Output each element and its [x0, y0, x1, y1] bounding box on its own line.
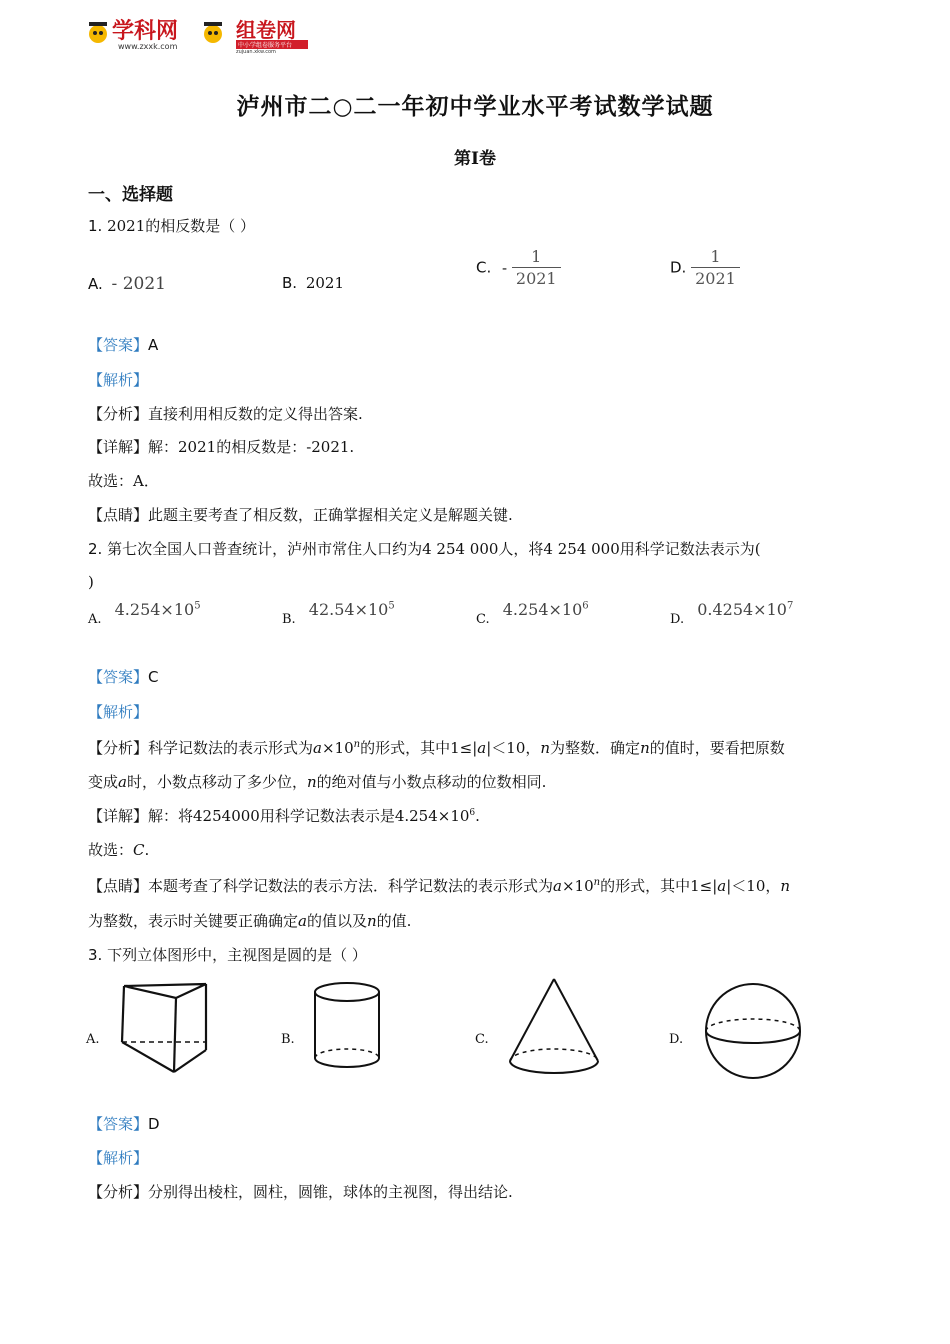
logo1-url: www.zxxk.com [118, 42, 178, 51]
q1-answer: 【答案】A [88, 336, 159, 354]
q3-stem: 3. 下列立体图形中，主视图是圆的是（ ） [88, 946, 367, 964]
page-title: 泸州市二○二一年初中学业水平考试数学试题 [236, 93, 714, 120]
triangular-prism-figure [114, 978, 214, 1080]
cone-figure [504, 975, 604, 1079]
q2-dianjing: 【点睛】本题考查了科学记数法的表示方法．科学记数法的表示形式为$a\times 10^n$的形式，其中1≤|a|＜10，n [88, 877, 791, 895]
logo2-url: zujuan.xkw.com [236, 49, 276, 55]
cylinder-figure [309, 978, 385, 1074]
q3-jiexi: 【解析】 [88, 1149, 149, 1167]
q3-option-c-label: C. [475, 1032, 489, 1047]
q1-dianjing: 【点睛】此题主要考查了相反数，正确掌握相关定义是解题关键. [88, 506, 513, 524]
q2-fenxi-line2: 变成a时，小数点移动了多少位，n的绝对值与小数点移动的位数相同. [88, 773, 547, 791]
q3-option-b-label: B. [281, 1032, 295, 1047]
logo2-badge: 中小学组卷服务平台 [238, 42, 293, 49]
q2-dianjing-line2: 为整数，表示时关键要正确确定a的值以及n的值. [88, 912, 412, 930]
q1-stem: 1. 2021的相反数是（ ） [88, 217, 256, 235]
q1-guxuan: 故选：A． [88, 472, 159, 490]
section-heading: 一、选择题 [88, 185, 173, 205]
page-subtitle: 第Ⅰ卷 [454, 149, 496, 169]
q2-option-a: A. $4.254\times 10^5$ [88, 600, 201, 627]
q3-fenxi: 【分析】分别得出棱柱，圆柱，圆锥，球体的主视图，得出结论. [88, 1183, 513, 1201]
q2-option-b: B. $42.54\times 10^5$ [282, 600, 395, 627]
q1-option-a: A. - 2021 [88, 274, 166, 294]
q2-stem: 2. 第七次全国人口普查统计，泸州市常住人口约为4 254 000人，将4 254 000用科学记数法表示为( [88, 540, 761, 558]
q2-option-c: C. $4.254\times 10^6$ [476, 600, 589, 627]
q1-fenxi: 【分析】直接利用相反数的定义得出答案. [88, 405, 363, 423]
fraction: $\frac{1}{2021}$ [691, 247, 740, 290]
q2-stem-cont: ) [88, 573, 94, 591]
q2-jiexi: 【解析】 [88, 703, 149, 721]
q3-option-a-label: A. [86, 1032, 100, 1047]
q1-xiangjie: 【详解】解：2021的相反数是：-2021. [88, 438, 355, 456]
header-logo [86, 12, 311, 54]
q3-option-d-label: D. [669, 1032, 684, 1047]
q1-option-b: B. 2021 [282, 274, 345, 292]
q2-xiangjie: 【详解】解：将4254000用科学记数法表示是$4.254\times 10^6$. [88, 807, 480, 825]
q2-answer: 【答案】C [88, 668, 159, 686]
logo2-name: 组卷网 [236, 18, 296, 42]
sphere-figure [702, 980, 804, 1082]
q2-option-d: D. $0.4254\times 10^7$ [670, 600, 794, 627]
q2-fenxi: 【分析】科学记数法的表示形式为$a\times 10^n$的形式，其中1≤|a|＜10，n为整数．确定n的值时，要看把原数 [88, 739, 785, 757]
q3-answer: 【答案】D [88, 1115, 160, 1133]
q1-jiexi: 【解析】 [88, 371, 149, 389]
logo1-name: 学科网 [112, 19, 179, 44]
q1-option-d: D. $\frac{1}{2021}$ [670, 247, 740, 290]
fraction: $\frac{1}{2021}$ [512, 247, 561, 290]
q2-guxuan: 故选：C. [88, 841, 150, 859]
q1-option-c: C. - $\frac{1}{2021}$ [476, 247, 561, 290]
